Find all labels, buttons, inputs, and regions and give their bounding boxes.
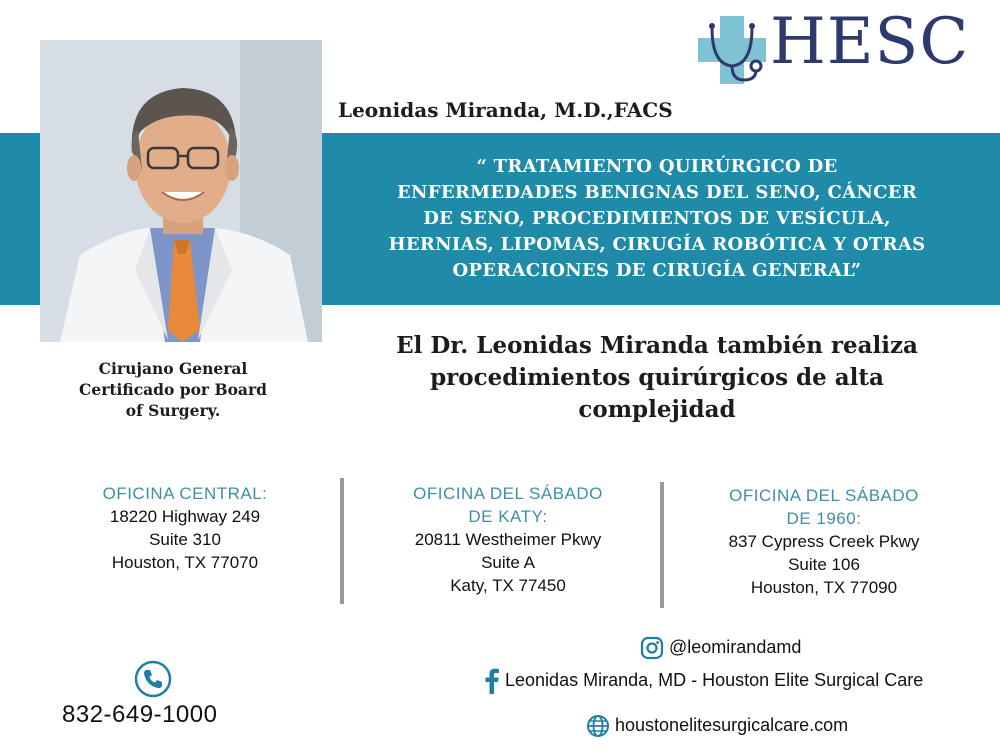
office-katy <box>378 482 638 597</box>
headline-line: complejidad <box>578 396 736 423</box>
phone-number[interactable]: 832-649-1000 <box>62 701 218 728</box>
quote-line: “ TRATAMIENTO QUIRÚRGICO DE <box>476 156 838 177</box>
quote-line: OPERACIONES DE CIRUGÍA GENERAL” <box>452 260 862 281</box>
quote-line: HERNIAS, LIPOMAS, CIRUGÍA ROBÓTICA Y OTRAS <box>388 234 926 255</box>
doctor-name: Leonidas Miranda, M.D.,FACS <box>338 98 673 122</box>
quote-line: ENFERMEDADES BENIGNAS DEL SENO, CÁNCER <box>396 182 918 203</box>
headline-line: procedimientos quirúrgicos de alta <box>430 364 884 391</box>
office-title: DE 1960: <box>786 509 862 528</box>
office-title: OFICINA DEL SÁBADO <box>729 486 919 505</box>
doctor-portrait-icon <box>40 40 322 342</box>
phone-icon[interactable] <box>134 660 172 698</box>
office-title: OFICINA CENTRAL: <box>102 484 268 503</box>
credentials-line: Cirujano General <box>98 359 248 378</box>
credentials-line: Certificado por Board <box>79 380 267 399</box>
office-divider <box>340 478 344 604</box>
medical-cross-stethoscope-icon <box>698 14 778 86</box>
office-address-line: 837 Cypress Creek Pkwy <box>728 532 920 551</box>
office-address-line: Suite A <box>481 553 535 572</box>
office-title: OFICINA DEL SÁBADO <box>413 484 603 503</box>
office-address-line: Suite 106 <box>788 555 860 574</box>
office-central <box>70 482 300 574</box>
headline <box>332 330 982 426</box>
credentials-line: of Surgery. <box>125 401 221 420</box>
credentials <box>48 358 298 421</box>
office-address-line: 18220 Highway 249 <box>109 507 261 526</box>
office-address-line: Houston, TX 77090 <box>750 578 898 597</box>
office-address-line: Houston, TX 77070 <box>111 553 259 572</box>
facebook-icon <box>484 668 500 694</box>
globe-icon <box>586 714 610 738</box>
quote-line: DE SENO, PROCEDIMIENTOS DE VESÍCULA, <box>423 208 891 229</box>
website-url: houstonelitesurgicalcare.com <box>615 714 849 735</box>
specialties-quote <box>332 154 982 284</box>
instagram-icon <box>640 636 664 660</box>
website-link[interactable] <box>586 714 848 738</box>
facebook-page-name: Leonidas Miranda, MD - Houston Elite Surgical Care <box>505 669 924 690</box>
office-address-line: Katy, TX 77450 <box>450 576 566 595</box>
office-divider <box>660 482 664 608</box>
facebook-link[interactable] <box>484 668 923 694</box>
instagram-handle: @leomirandamd <box>669 636 802 657</box>
instagram-link[interactable] <box>640 636 801 660</box>
office-address-line: 20811 Westheimer Pkwy <box>414 530 602 549</box>
office-address-line: Suite 310 <box>149 530 221 549</box>
headline-line: El Dr. Leonidas Miranda también realiza <box>396 332 918 359</box>
doctor-photo <box>40 40 322 342</box>
office-1960 <box>694 484 954 599</box>
office-title: DE KATY: <box>468 507 548 526</box>
logo-text: HESC <box>770 5 970 79</box>
